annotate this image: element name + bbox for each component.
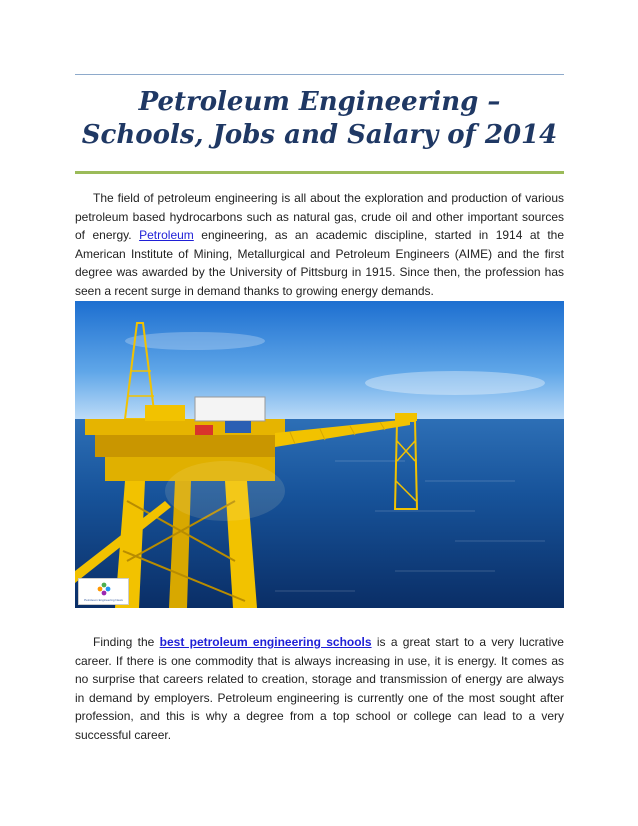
light-glow: [165, 461, 285, 521]
oil-platform-illustration: [75, 301, 564, 608]
flower-logo-icon: [97, 582, 111, 596]
intro-text-end: engineering, as an academic discipline, started in 1914 at the American Institute of Mining, Metallurgical and Petroleum Engineers (AIME) and the first degree was awarded by the University of Pittsburg in 1915. Since then, the profession has seen a recent surge in demand thanks to growing energy demands.: [75, 228, 565, 298]
watermark-logo: [78, 578, 129, 605]
page-title: Petroleum Engineering – Schools, Jobs and Salary of 2014: [81, 87, 558, 150]
top-rule: [75, 74, 564, 75]
intro-text-start: The field of petroleum engineering is all about the exploration and production of various petroleum based hydrocarbons such as natural gas, crude oil and other important sources of energy.: [75, 191, 564, 243]
petroleum-link[interactable]: Petroleum: [139, 228, 194, 243]
schools-paragraph: [75, 633, 564, 745]
best-schools-link[interactable]: best petroleum engineering schools: [159, 635, 372, 649]
watermark-text: Petroleum Engineering News: [84, 598, 123, 602]
schools-text-start: Finding the: [93, 635, 160, 649]
title-underline: [75, 171, 564, 174]
oil-platform-photo: [75, 301, 564, 608]
cloud: [365, 371, 545, 395]
intro-paragraph: [75, 189, 564, 301]
schools-text-end: is a great start to a very lucrative career. If there is one commodity that is always increasing in use, it is energy. It comes as no surprise that careers related to creation, storage and transmission of energy are always in demand by employers. Petroleum engineering is currently one of the most sought after profession, and this is why a degree from a top school or college can lead to a very successful career.: [75, 635, 564, 742]
